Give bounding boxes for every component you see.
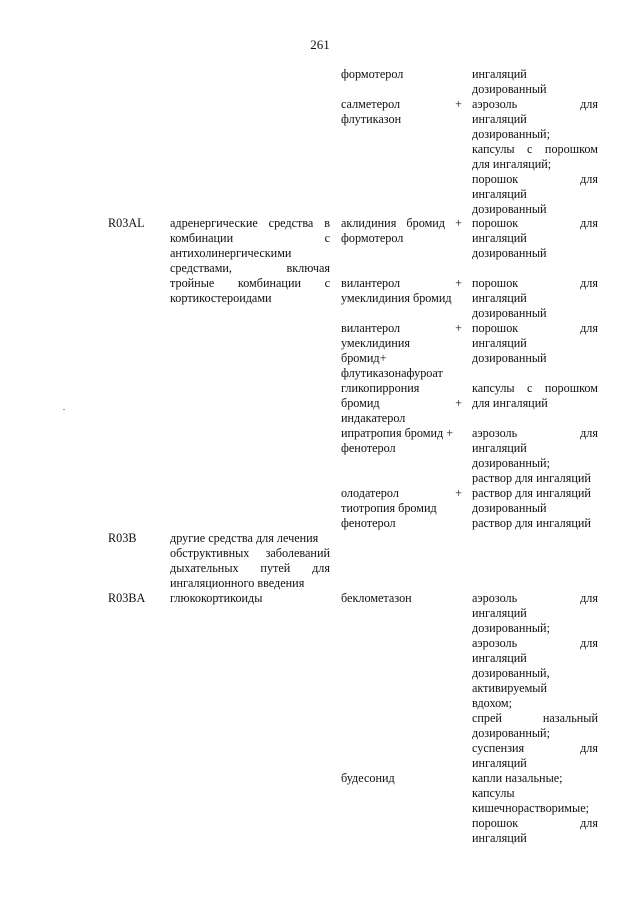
atc-code: R03AL <box>108 216 145 230</box>
medicine-name-line: формотерол <box>341 67 404 81</box>
dosage-form-line: порошок для <box>472 276 598 290</box>
page-number: 261 <box>310 37 330 52</box>
dosage-form-line: дозированный <box>472 351 547 365</box>
dosage-form-line: для ингаляций <box>472 396 548 410</box>
dosage-form-line: ингаляций <box>472 231 527 245</box>
medicine-name-line: аклидиния бромид + <box>341 216 462 230</box>
dosage-form-line: дозированный; <box>472 621 550 635</box>
medicine-name-line: тиотропия бромид <box>341 501 437 515</box>
dosage-form-line: порошок для <box>472 172 598 186</box>
medicine-name-line: бромид + <box>341 396 462 410</box>
dosage-form-line: раствор для ингаляций <box>472 471 591 485</box>
dosage-form-line: спрей назальный <box>472 711 598 725</box>
group-name-line: кортикостероидами <box>170 291 272 305</box>
group-name-line: комбинации с <box>170 231 330 245</box>
medicine-name-line: олодатерол + <box>341 486 462 500</box>
medicine-name-line: гликопиррония <box>341 381 420 395</box>
group-name-line: тройные комбинации с <box>170 276 330 290</box>
dosage-form-line: аэрозоль для <box>472 97 598 111</box>
medicine-name-line: бромид+ <box>341 351 387 365</box>
medicine-name-line: индакатерол <box>341 411 406 425</box>
group-name-line: обструктивных заболеваний <box>170 546 330 560</box>
dosage-form-line: суспензия для <box>472 741 598 755</box>
dosage-form-line: дозированный <box>472 306 547 320</box>
dosage-form-line: для ингаляций; <box>472 157 552 171</box>
dosage-form-line: аэрозоль для <box>472 426 598 440</box>
dosage-form-line: ингаляций <box>472 756 527 770</box>
medicine-name-line: беклометазон <box>341 591 412 605</box>
group-name-line: дыхательных путей для <box>170 561 330 575</box>
scan-speck <box>63 409 65 410</box>
dosage-form-line: порошок для <box>472 321 598 335</box>
dosage-form-line: ингаляций <box>472 441 527 455</box>
medicine-name-line: будесонид <box>341 771 395 785</box>
medicine-name-line: салметерол + <box>341 97 462 111</box>
atc-code: R03B <box>108 531 137 545</box>
dosage-form-line: дозированный, <box>472 666 550 680</box>
dosage-form-line: раствор для ингаляций <box>472 516 591 530</box>
dosage-form-line: ингаляций <box>472 336 527 350</box>
medicine-name-line: вилантерол + <box>341 321 462 335</box>
medicine-name-line: фенотерол <box>341 516 396 530</box>
dosage-form-line: капли назальные; <box>472 771 563 785</box>
dosage-form-line: ингаляций <box>472 651 527 665</box>
group-name-line: антихолинергическими <box>170 246 292 260</box>
dosage-form-line: аэрозоль для <box>472 636 598 650</box>
medicine-name-line: умеклидиния <box>341 336 410 350</box>
medicine-name-line: умеклидиния бромид <box>341 291 452 305</box>
medicine-name-line: флутиказон <box>341 112 402 126</box>
dosage-form-line: дозированный <box>472 82 547 96</box>
medicine-name-line: фенотерол <box>341 441 396 455</box>
atc-code: R03BA <box>108 591 146 605</box>
dosage-form-line: дозированный; <box>472 127 550 141</box>
dosage-form-line: ингаляций <box>472 112 527 126</box>
medicine-name-line: формотерол <box>341 231 404 245</box>
dosage-form-line: аэрозоль для <box>472 591 598 605</box>
dosage-form-line: активируемый <box>472 681 547 695</box>
medicine-name-line: вилантерол + <box>341 276 462 290</box>
group-name-line: ингаляционного введения <box>170 576 305 590</box>
dosage-form-line: капсулы <box>472 786 515 800</box>
dosage-form-line: раствор для ингаляций <box>472 486 591 500</box>
dosage-form-line: кишечнорастворимые; <box>472 801 589 815</box>
dosage-form-line: вдохом; <box>472 696 513 710</box>
dosage-form-line: дозированный; <box>472 726 550 740</box>
dosage-form-line: дозированный; <box>472 456 550 470</box>
dosage-form-line: капсулы с порошком <box>472 381 598 395</box>
dosage-form-line: ингаляций <box>472 67 527 81</box>
group-name-line: глюкокортикоиды <box>170 591 263 605</box>
group-name-line: средствами, включая <box>170 261 330 275</box>
dosage-form-line: ингаляций <box>472 187 527 201</box>
dosage-form-line: дозированный <box>472 501 547 515</box>
medicine-name-line: флутиказонафуроат <box>341 366 443 380</box>
medicine-name-line: ипратропия бромид + <box>341 426 454 440</box>
dosage-form-line: капсулы с порошком <box>472 142 598 156</box>
dosage-form-line: ингаляций <box>472 606 527 620</box>
group-name-line: другие средства для лечения <box>170 531 319 545</box>
dosage-form-line: ингаляций <box>472 291 527 305</box>
dosage-form-line: дозированный <box>472 202 547 216</box>
dosage-form-line: ингаляций <box>472 831 527 845</box>
group-name-line: адренергические средства в <box>170 216 330 230</box>
dosage-form-line: дозированный <box>472 246 547 260</box>
dosage-form-line: порошок для <box>472 216 598 230</box>
dosage-form-line: порошок для <box>472 816 598 830</box>
